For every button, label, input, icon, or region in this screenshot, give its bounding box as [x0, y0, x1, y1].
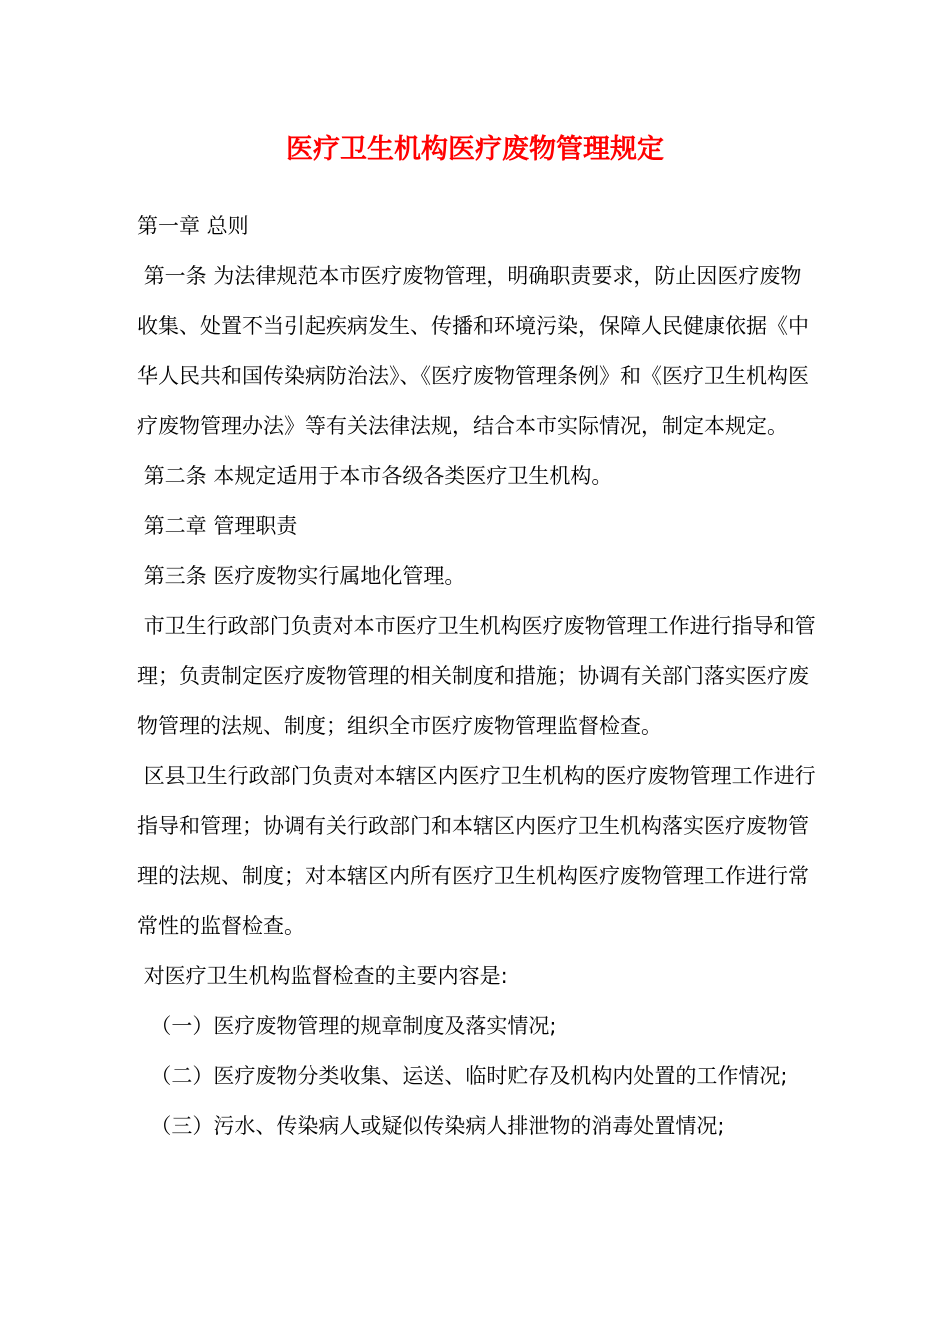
district-department-paragraph: 区县卫生行政部门负责对本辖区内医疗卫生机构的医疗废物管理工作进行指导和管理；协调有关行政部门和本辖区内医疗卫生机构落实医疗废物管理的法规、制度；对本辖区内所有医疗卫生机构医疗废物管理工作进行常常性的监督检查。 [137, 764, 816, 938]
article-2-paragraph: 第二条 本规定适用于本市各级各类医疗卫生机构。 [137, 464, 613, 488]
document-title: 医疗卫生机构医疗废物管理规定 [286, 134, 664, 165]
inspection-item-3: （三）污水、传染病人或疑似传染病人排泄物的消毒处置情况; [137, 1114, 725, 1138]
document-body [137, 201, 817, 1151]
article-3-paragraph: 第三条 医疗废物实行属地化管理。 [137, 564, 466, 588]
inspection-item-1: （一）医疗废物管理的规章制度及落实情况; [137, 1014, 557, 1038]
inspection-item-2: （二）医疗废物分类收集、运送、临时贮存及机构内处置的工作情况; [137, 1064, 788, 1088]
article-1-paragraph: 第一条 为法律规范本市医疗废物管理，明确职责要求，防止因医疗废物收集、处置不当引起疾病发生、传播和环境污染，保障人民健康依据《中华人民共和国传染病防治法》、《医疗废物管理条例》和《医疗卫生机构医疗废物管理办法》等有关法律法规，结合本市实际情况，制定本规定。 [137, 264, 809, 438]
chapter-heading-2: 第二章 管理职责 [137, 514, 298, 538]
inspection-intro-paragraph: 对医疗卫生机构监督检查的主要内容是: [137, 964, 508, 988]
chapter-heading-1: 第一章 总则 [137, 214, 249, 238]
city-department-paragraph: 市卫生行政部门负责对本市医疗卫生机构医疗废物管理工作进行指导和管理；负责制定医疗废物管理的相关制度和措施；协调有关部门落实医疗废物管理的法规、制度；组织全市医疗废物管理监督检查。 [137, 614, 816, 738]
